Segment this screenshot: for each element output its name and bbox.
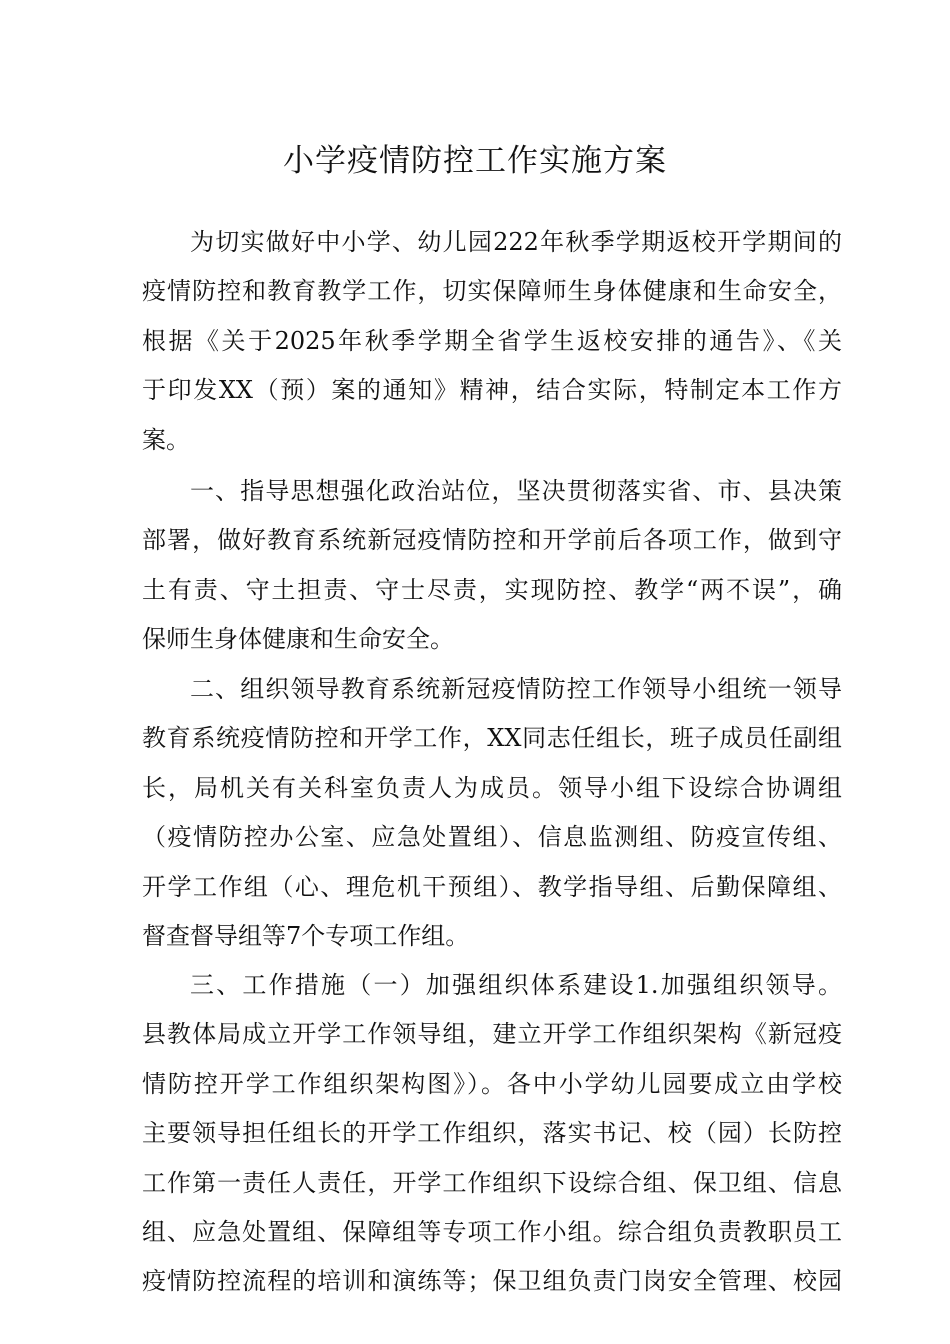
paragraph-line: 保师生身体健康和生命安全。 <box>142 625 454 654</box>
paragraph-line: 疫情防控流程的培训和演练等；保卫组负责门岗安全管理、校园 <box>142 1267 842 1296</box>
paragraph-line: 于印发XX（预）案的通知》精神，结合实际，特制定本工作方 <box>142 376 842 405</box>
paragraph-line: 情防控开学工作组织架构图》）。各中小学幼儿园要成立由学校 <box>142 1069 842 1098</box>
paragraph-line: 组、应急处置组、保障组等专项工作小组。综合组负责教职员工 <box>142 1217 842 1246</box>
paragraph-line: 督查督导组等7个专项工作组。 <box>142 921 470 950</box>
paragraph-line: 疫情防控和教育教学工作，切实保障师生身体健康和生命安全， <box>142 277 842 306</box>
paragraph-line: 三、工作措施（一）加强组织体系建设1.加强组织领导。 <box>190 971 842 999</box>
paragraph-1 <box>142 218 842 465</box>
paragraph-2 <box>142 467 842 665</box>
paragraph-line: 一、指导思想强化政治站位，坚决贯彻落实省、市、县决策 <box>190 477 842 505</box>
paragraph-line: （疫情防控办公室、应急处置组）、信息监测组、防疫宣传组、 <box>142 823 842 852</box>
paragraph-4 <box>142 961 842 1307</box>
paragraph-line: 部署，做好教育系统新冠疫情防控和开学前后各项工作，做到守 <box>142 526 842 555</box>
paragraph-line: 根据《关于2025年秋季学期全省学生返校安排的通告》、《关 <box>142 326 842 355</box>
paragraph-3 <box>142 665 842 961</box>
paragraph-line: 为切实做好中小学、幼儿园222年秋季学期返校开学期间的 <box>190 228 842 256</box>
document-title: 小学疫情防控工作实施方案 <box>283 143 667 179</box>
paragraph-line: 工作第一责任人责任，开学工作组织下设综合组、保卫组、信息 <box>142 1168 842 1197</box>
paragraph-line: 案。 <box>142 425 190 454</box>
paragraph-line: 长，局机关有关科室负责人为成员。领导小组下设综合协调组 <box>142 773 842 802</box>
paragraph-line: 开学工作组（心、理危机干预组）、教学指导组、后勤保障组、 <box>142 872 842 901</box>
paragraph-line: 教育系统疫情防控和开学工作，XX同志任组长，班子成员任副组 <box>142 724 842 753</box>
paragraph-line: 二、组织领导教育系统新冠疫情防控工作领导小组统一领导 <box>190 675 842 703</box>
paragraph-line: 土有责、守土担责、守士尽责，实现防控、教学“两不误”，确 <box>142 575 842 604</box>
paragraph-line: 县教体局成立开学工作领导组，建立开学工作组织架构《新冠疫 <box>142 1020 842 1049</box>
paragraph-line: 主要领导担任组长的开学工作组织，落实书记、校（园）长防控 <box>142 1119 842 1148</box>
